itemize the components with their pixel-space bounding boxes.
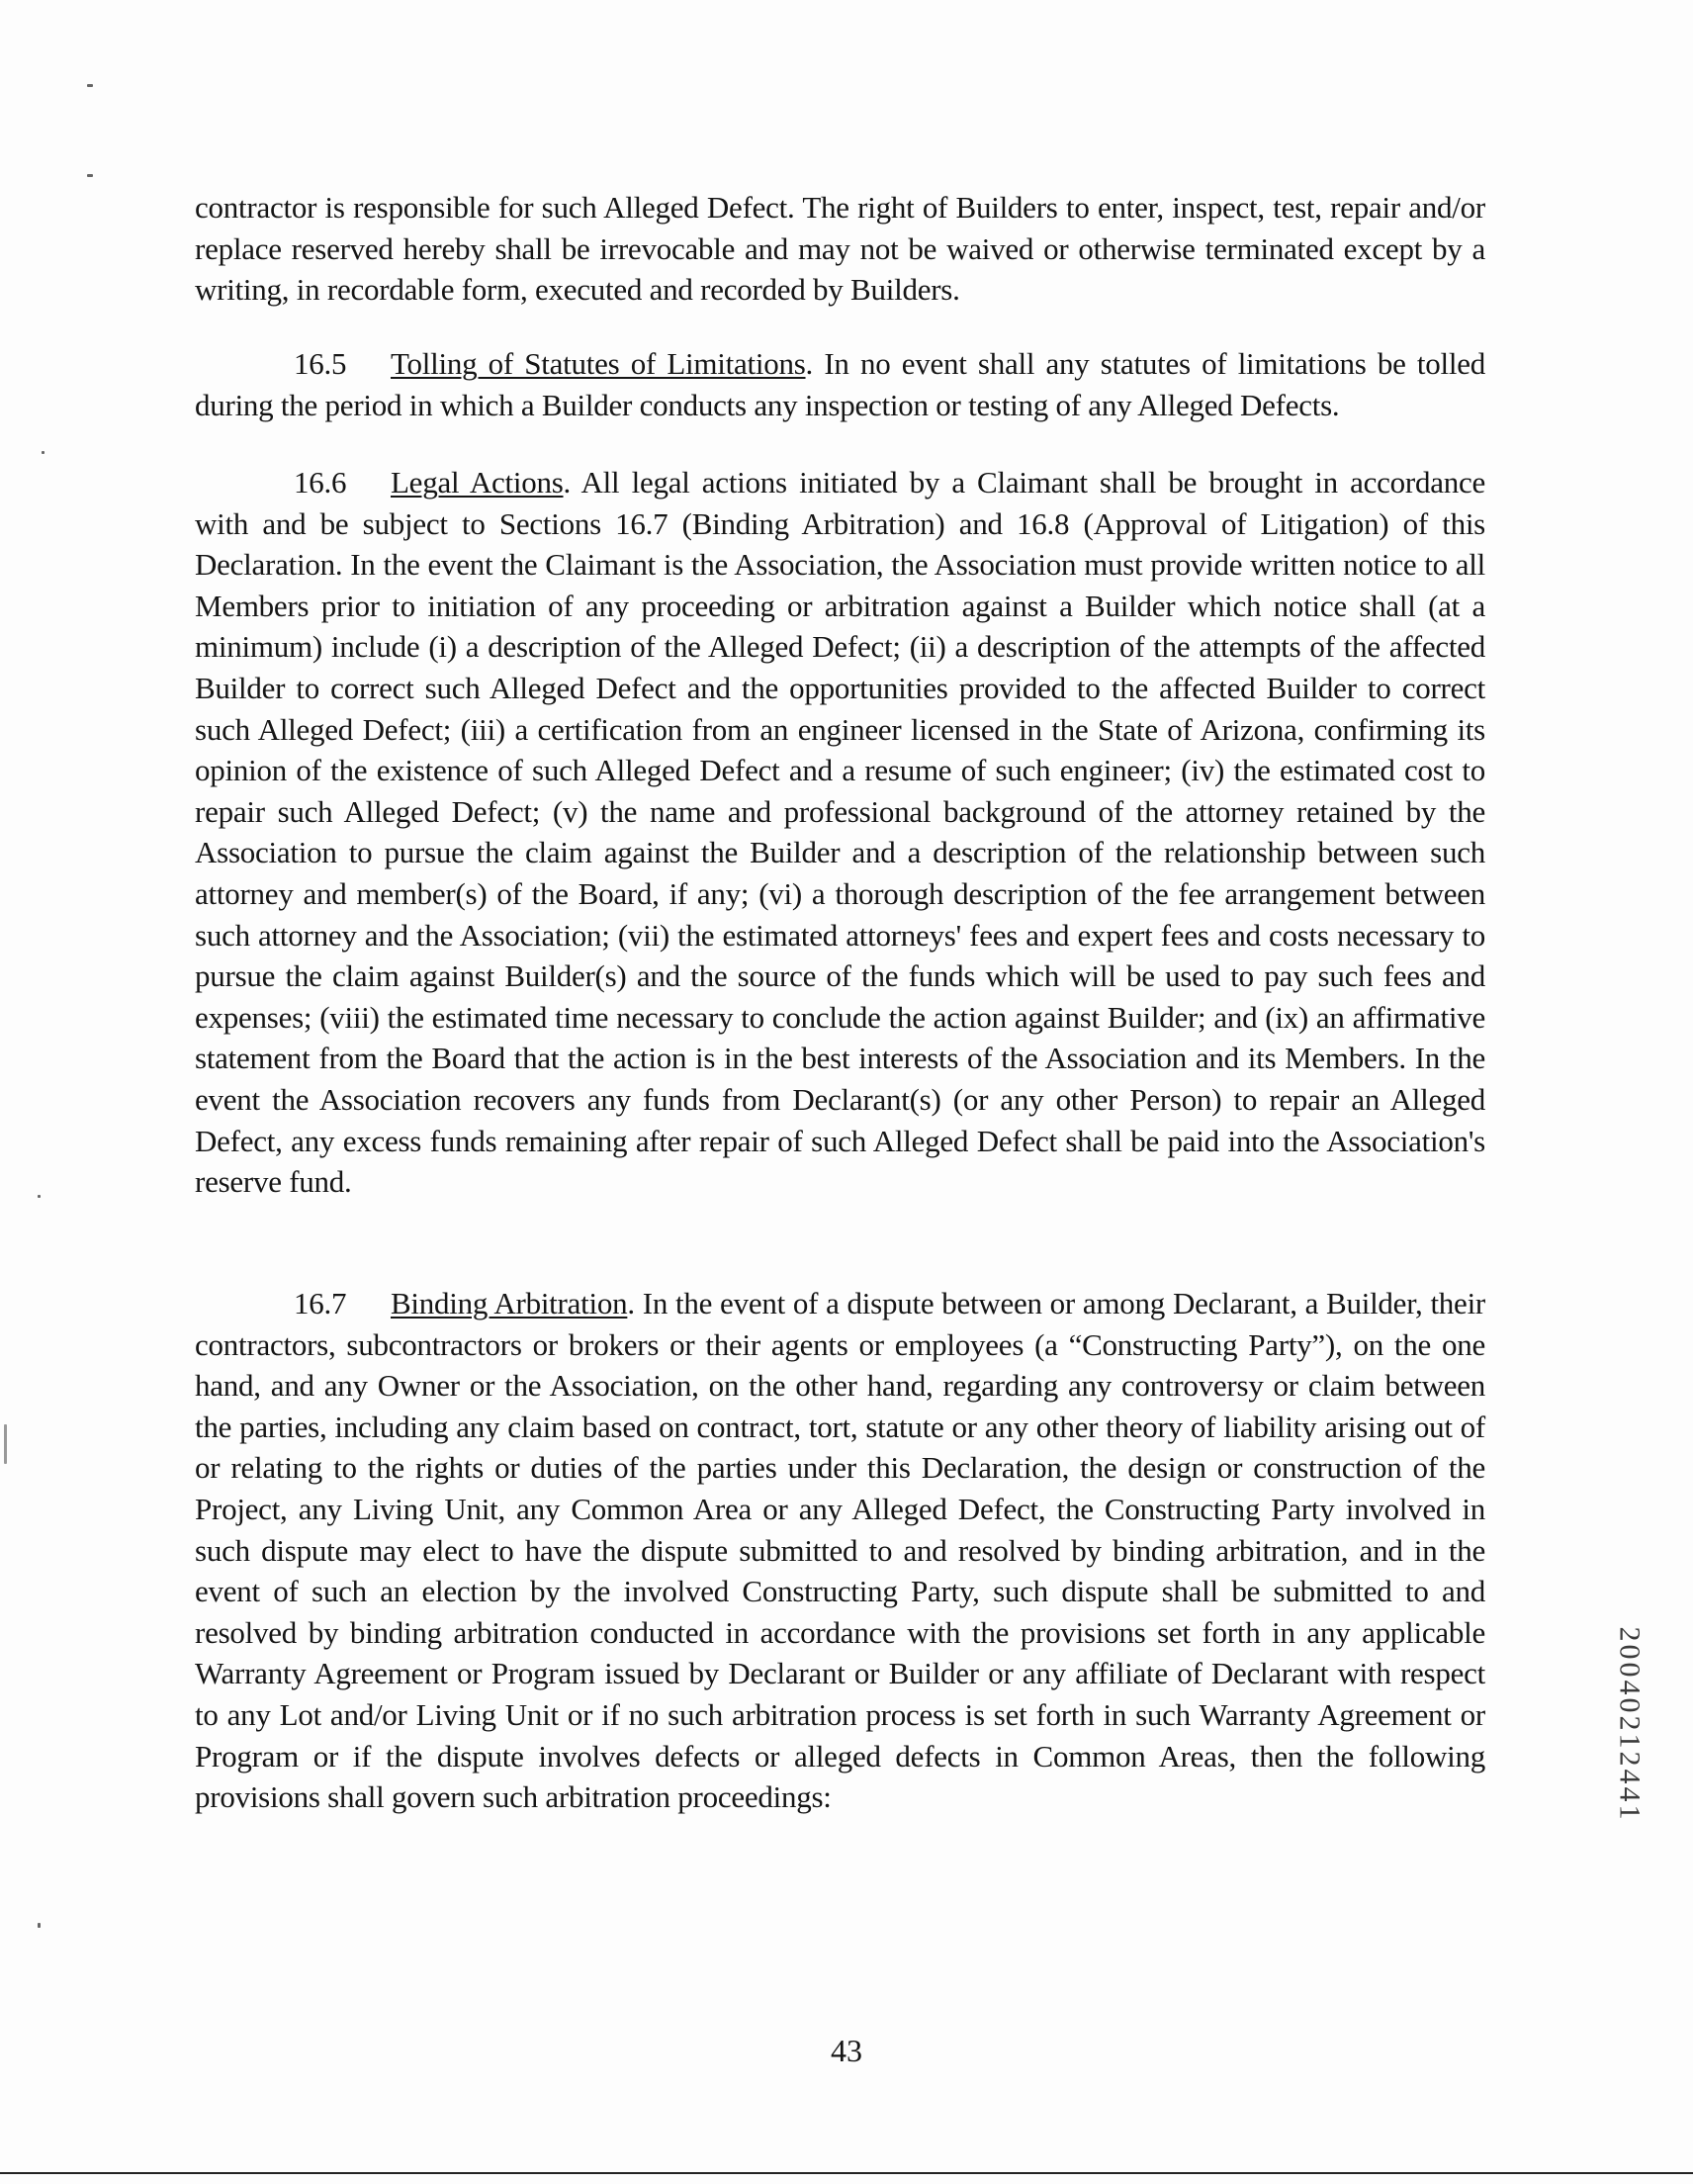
scan-speck [38,1195,41,1198]
section-16-6 [195,462,1485,1203]
section-body: . All legal actions initiated by a Claimant shall be brought in accordance with and be subject to Sections 16.7 (Binding Arbitration) and 16.8 (Approval of Litigation) of this Declaration. In the event the Claimant is the Association, the Association must provide written notice to all Members prior to initiation of any proceeding or arbitration against a Builder which notice shall (at a minimum) include (i) a description of the Alleged Defect; (ii) a description of the attempts of the affected Builder to correct such Alleged Defect and the opportunities provided to the affected Builder to correct such Alleged Defect; (iii) a certification from an engineer licensed in the State of Arizona, confirming its opinion of the existence of such Alleged Defect and a resume of such engineer; (iv) the estimated cost to repair such Alleged Defect; (v) the name and professional background of the attorney retained by the Association to pursue the claim against the Builder and a description of the relationship between such attorney and member(s) of the Board, if any; (vi) a thorough description of the fee arrangement between such attorney and the Association; (vii) the estimated attorneys' fees and expert fees and costs necessary to pursue the claim against Builder(s) and the source of the funds which will be used to pay such fees and expenses; (viii) the estimated time necessary to conclude the action against Builder; and (ix) an affirmative statement from the Board that the action is in the best interests of the Association and its Members. In the event the Association recovers any funds from Declarant(s) (or any other Person) to repair an Alleged Defect, any excess funds remaining after repair of such Alleged Defect shall be paid into the Association's reserve fund. [195,465,1485,1200]
section-heading: Legal Actions [391,465,564,500]
section-16-6-paragraph [195,462,1485,1203]
section-body: . In the event of a dispute between or among Declarant, a Builder, their contractors, subcontractors or brokers or their agents or employees (a “Constructing Party”), on the one hand, and any Owner or the Association, on the other hand, regarding any controversy or claim between the parties, including any claim based on contract, tort, statute or any other theory of liability arising out of or relating to the rights or duties of the parties under this Declaration, the design or construction of the Project, any Living Unit, any Common Area or any Alleged Defect, the Constructing Party involved in such dispute may elect to have the dispute submitted to and resolved by binding arbitration, and in the event of such an election by the involved Constructing Party, such dispute shall be submitted to and resolved by binding arbitration conducted in accordance with the provisions set forth in any applicable Warranty Agreement or Program issued by Declarant or Builder or any affiliate of Declarant with respect to any Lot and/or Living Unit or if no such arbitration process is set forth in such Warranty Agreement or Program or if the dispute involves defects or alleged defects in Common Areas, then the following provisions shall govern such arbitration proceedings: [195,1286,1486,1815]
recording-number-stamp [1610,1592,1649,1860]
section-number: 16.6 [294,465,347,500]
section-heading: Tolling of Statutes of Limitations [391,346,806,381]
section-16-5-paragraph [195,343,1485,425]
document-body [195,187,1485,311]
section-16-7-paragraph [195,1283,1485,1818]
section-body: . In no event shall any statutes of limitations be tolled during the period in which a Builder conducts any inspection or testing of any Alleged Defects. [195,346,1485,422]
section-heading: Binding Arbitration [391,1286,628,1320]
recording-number: 20040212441 [1613,1626,1647,1823]
scan-speck [4,1424,7,1464]
page-number: 43 [831,2033,862,2068]
scan-speck [87,84,93,87]
section-16-5 [195,343,1485,425]
scan-speck [38,1923,41,1928]
section-number: 16.7 [294,1286,347,1320]
page-bottom-edge [0,2172,1693,2174]
paragraph-carryover: contractor is responsible for such Alleged Defect. The right of Builders to enter, inspect, test, repair and/or replace reserved hereby shall be irrevocable and may not be waived or otherwise terminated except by a writing, in recordable form, executed and recorded by Builders. [195,190,1485,308]
scan-speck [87,174,93,177]
section-16-7 [195,1283,1485,1818]
scan-speck [42,451,45,454]
section-number: 16.5 [294,346,347,381]
